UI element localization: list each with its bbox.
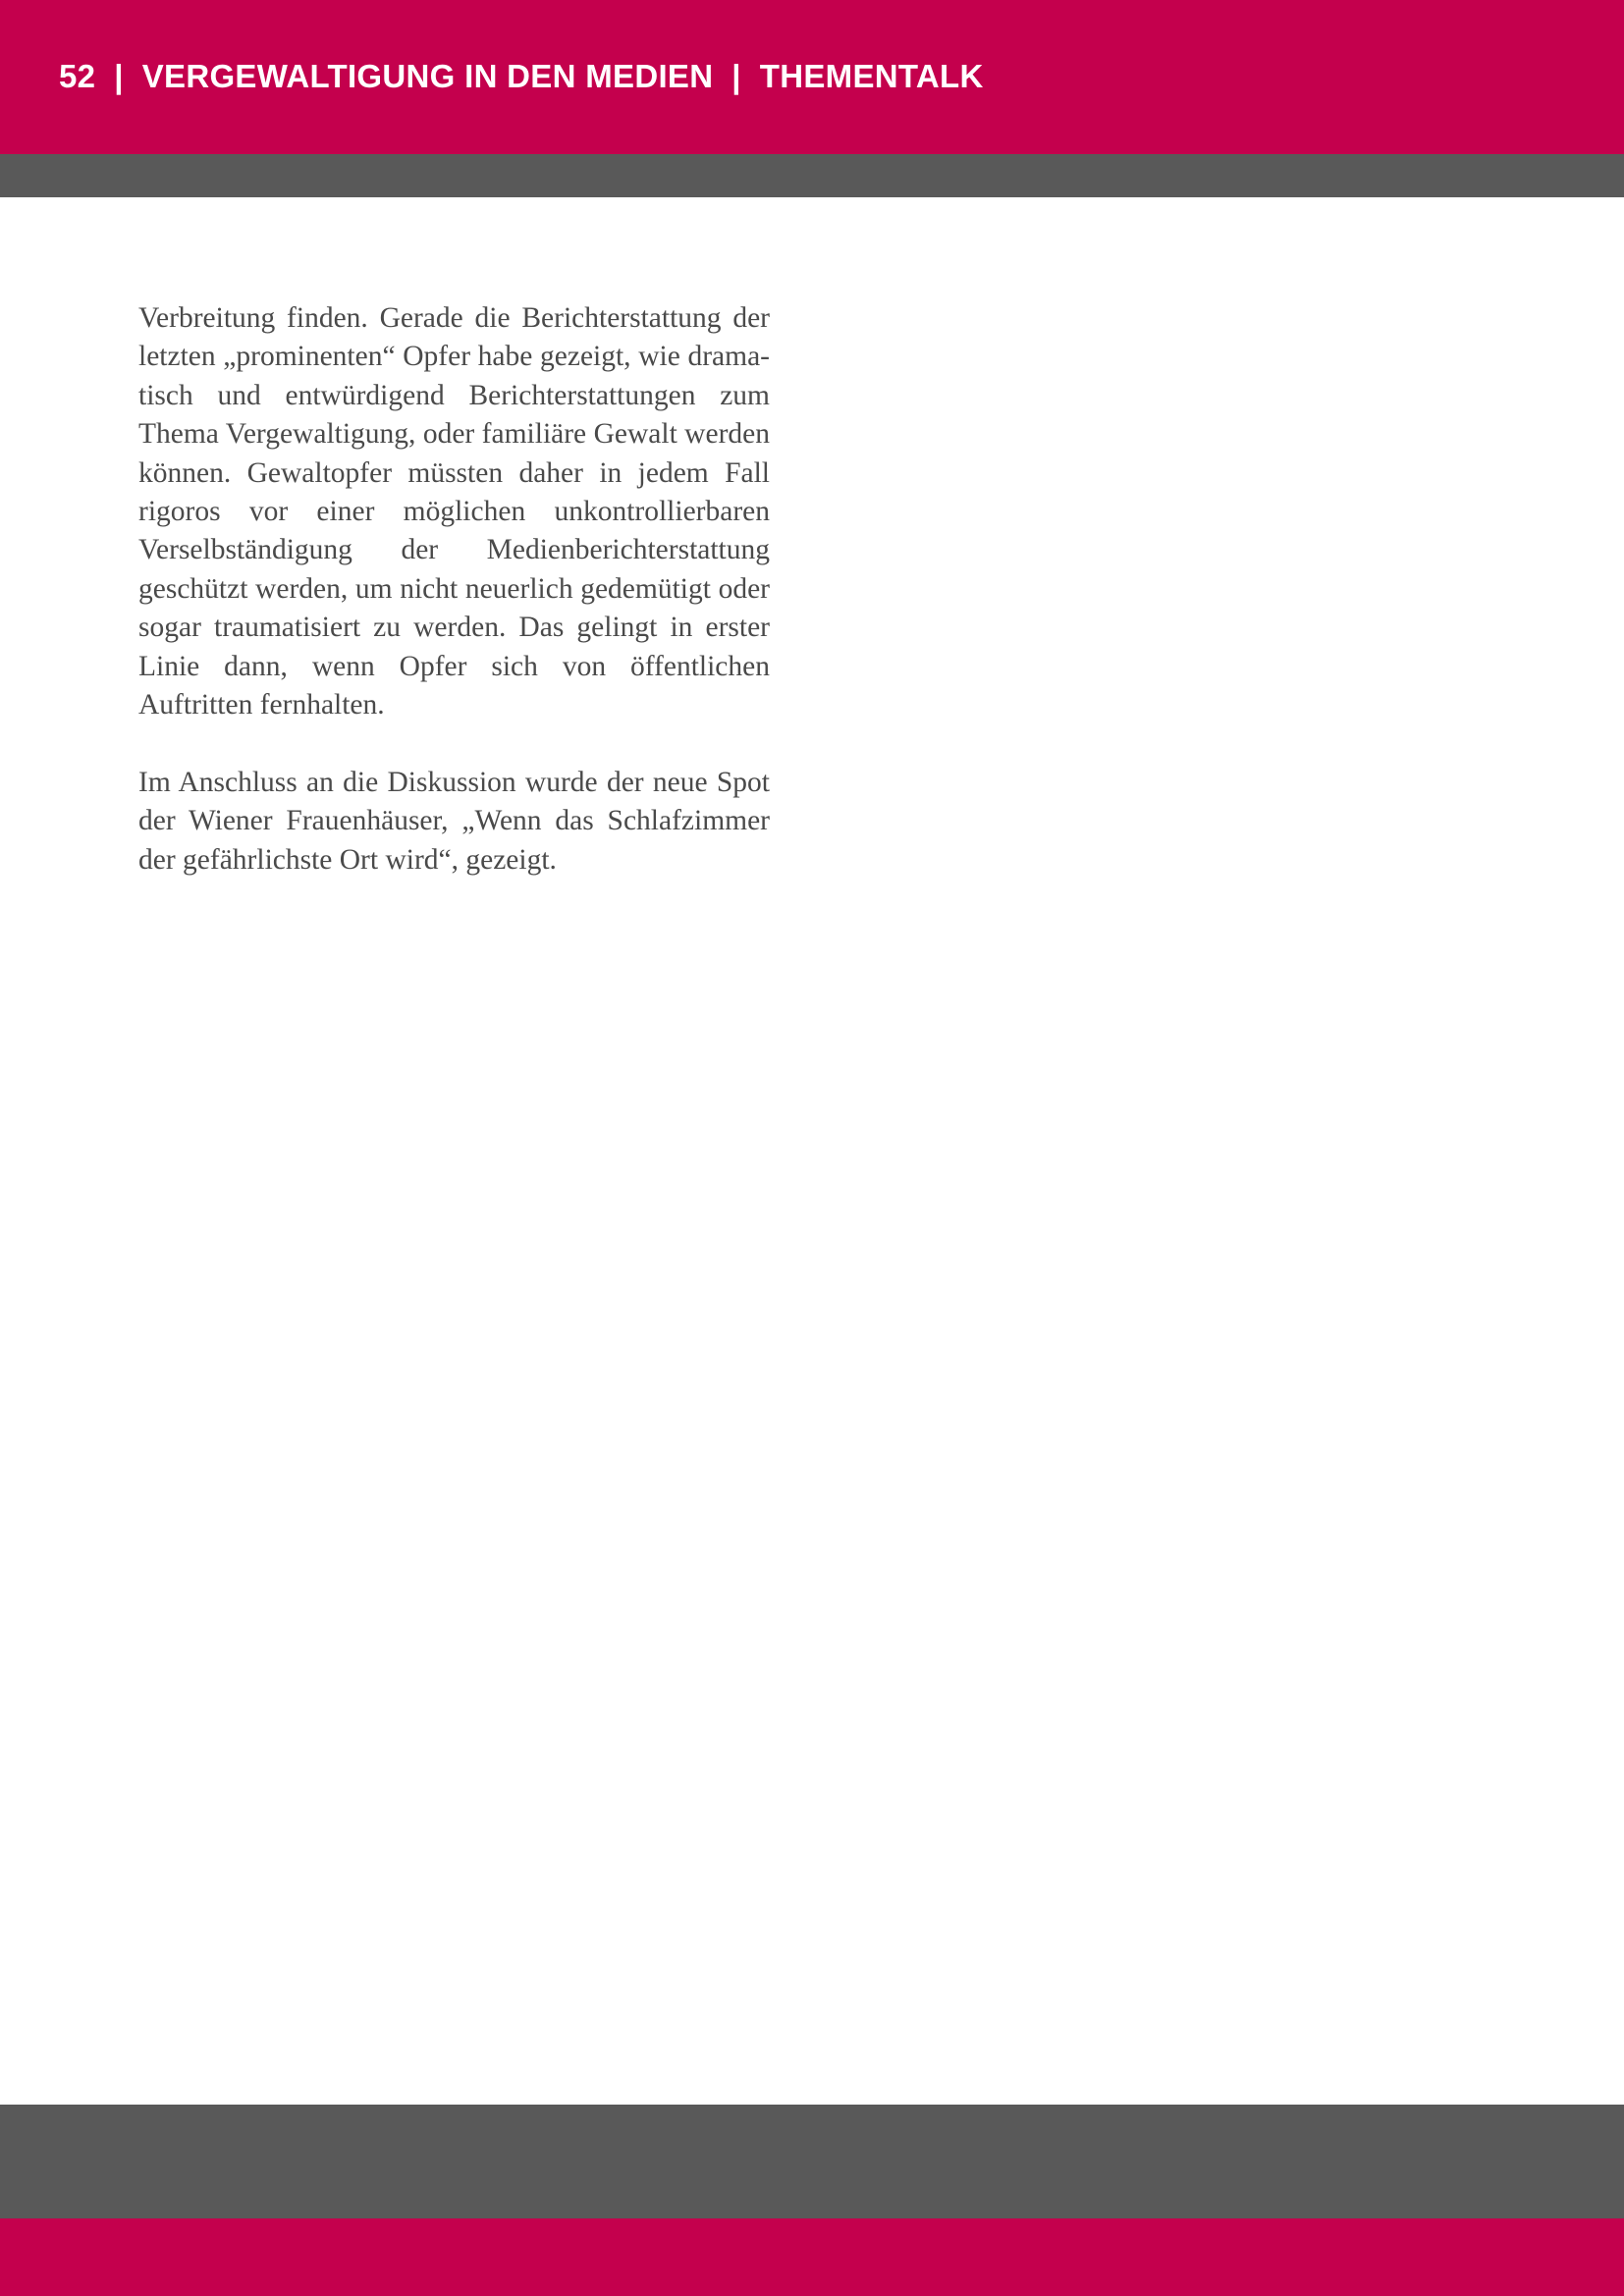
footer-divider-band [0, 2105, 1624, 2218]
body-paragraph: Verbreitung finden. Gerade die Berichterstattung der letzten „prominenten“ Opfer habe gezeigt, wie dramatisch und entwürdigend Berichterstattungen zum Thema Vergewaltigung, oder familiäre Gewalt werden können. Gewaltopfer müssten daher in jedem Fall rigoros vor einer möglichen unkontrollierbaren Verselbständigung der Medienberichterstattung geschützt werden, um nicht neuerlich gedemütigt oder sogar traumatisiert zu werden. Das gelingt in erster Linie dann, wenn Opfer sich von öffentlichen Auftritten fernhalten. [138, 302, 770, 721]
footer-band [0, 2218, 1624, 2296]
header-band [0, 0, 1624, 154]
header-divider-band [0, 154, 1624, 197]
page-header-title: 52 | VERGEWALTIGUNG IN DEN MEDIEN | THEMENTALK [59, 58, 984, 94]
body-text-column [138, 299, 770, 918]
body-paragraph: Im Anschluss an die Diskussion wurde der neue Spot der Wiener Frauenhäuser, „Wenn das Schlafzimmer der gefährlichste Ort wird“, gezeigt. [138, 766, 770, 876]
